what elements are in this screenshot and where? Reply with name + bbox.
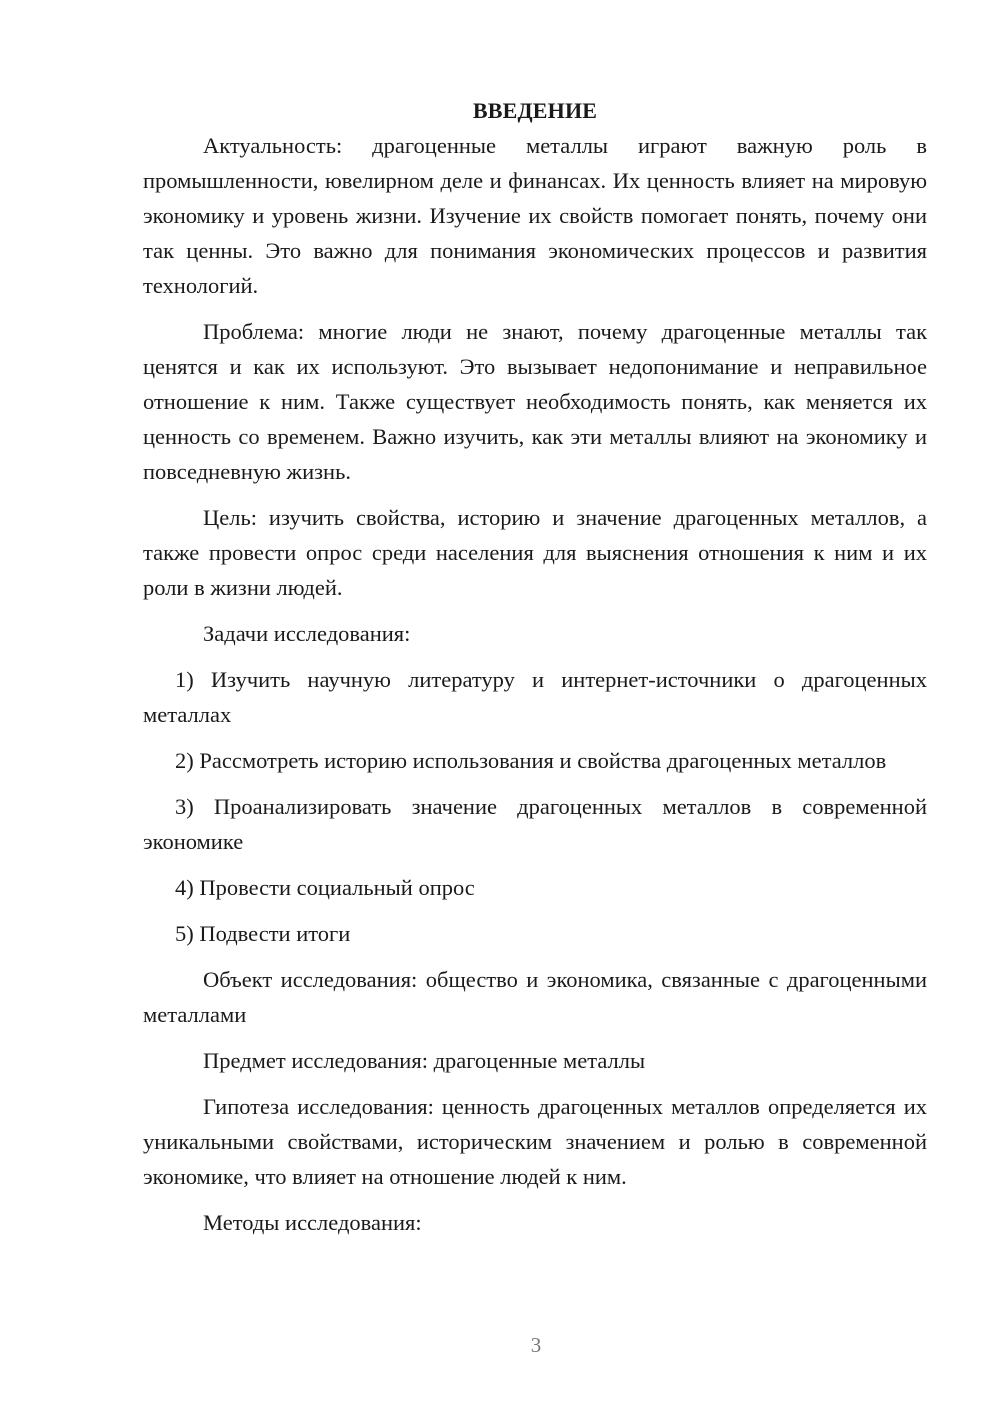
task-item: 3) Проанализировать значение драгоценных металлов в современной экономике xyxy=(143,794,927,854)
paragraph-relevance: Актуальность: драгоценные металлы играют важную роль в промышленности, ювелирном деле и финансах. Их ценность влияет на мировую экономику и уровень жизни. Изучение их свойств помогает понять, почему они так ценны. Это важно для понимания экономических процессов и развития технологий. xyxy=(143,133,927,298)
page-number: 3 xyxy=(530,1333,542,1357)
paragraph-hypothesis: Гипотеза исследования: ценность драгоценных металлов определяется их уникальными свойствами, историческим значением и ролью в современной экономике, что влияет на отношение людей к ним. xyxy=(143,1094,927,1189)
task-item: 5) Подвести итоги xyxy=(175,921,351,946)
paragraph-object: Объект исследования: общество и экономика, связанные с драгоценными металлами xyxy=(143,967,927,1027)
paragraph-subject: Предмет исследования: драгоценные металлы xyxy=(203,1048,646,1073)
page-content xyxy=(143,94,927,1251)
task-item: 4) Провести социальный опрос xyxy=(175,875,475,900)
task-item: 2) Рассмотреть историю использования и свойства драгоценных металлов xyxy=(175,748,887,773)
paragraph-goal: Цель: изучить свойства, историю и значение драгоценных металлов, а также провести опрос среди населения для выяснения отношения к ним и их роли в жизни людей. xyxy=(143,505,927,600)
paragraph-problem: Проблема: многие люди не знают, почему драгоценные металлы так ценятся и как их используют. Это вызывает недопонимание и неправильное отношение к ним. Также существует необходимость понять, как меняется их ценность со временем. Важно изучить, как эти металлы влияют на экономику и повседневную жизнь. xyxy=(143,319,927,484)
paragraph-methods: Методы исследования: xyxy=(203,1210,422,1235)
section-title: ВВЕДЕНИЕ xyxy=(472,98,598,123)
paragraph-tasks-heading: Задачи исследования: xyxy=(203,621,411,646)
task-item: 1) Изучить научную литературу и интернет-источники о драгоценных металлах xyxy=(143,667,927,727)
